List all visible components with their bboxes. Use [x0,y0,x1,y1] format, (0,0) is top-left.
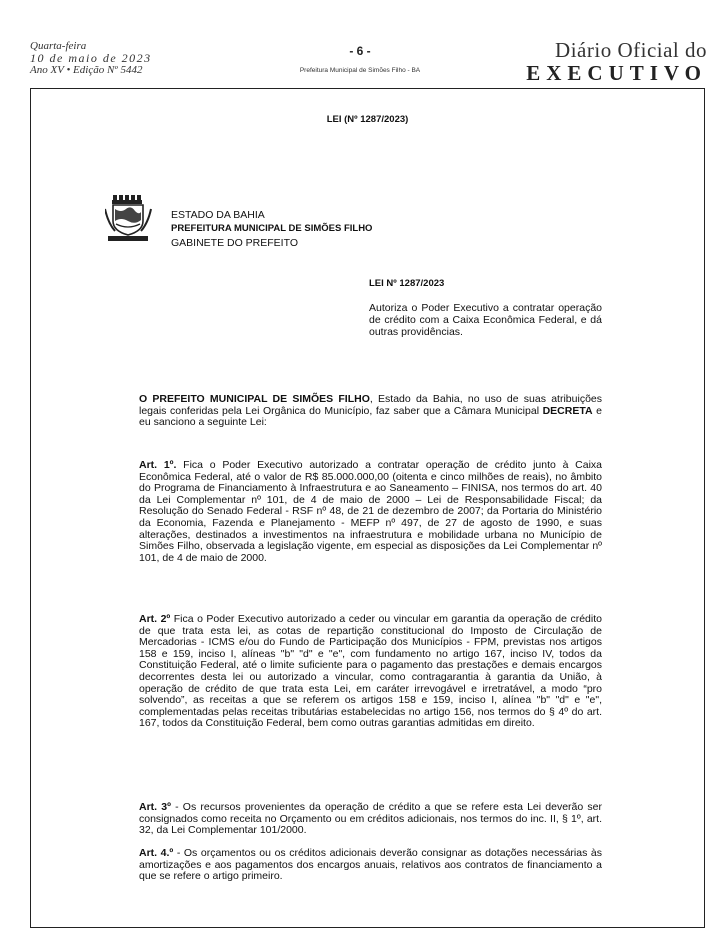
article-label: Art. 3º [139,801,171,813]
law-summary: Autoriza o Poder Executivo a contratar operação de crédito com a Caixa Econômica Federal, e dá outras providências. [369,302,602,338]
publication-date: 10 de maio de 2023 [30,51,152,65]
decreta-keyword: DECRETA [542,404,593,417]
issuing-authority [171,208,372,250]
gazette-title-line2: EXECUTIVO [526,61,707,85]
document-title: LEI (Nº 1287/2023) [326,114,409,125]
article-text: - Os recursos provenientes da operação de crédito a que se refere esta Lei deverão ser consignados como receita no Orçamento ou em créditos adicionais, nos termos do inc. II, § 1º, art. 32, da Lei Complementar 101/2000. [139,801,602,837]
publisher-name: Prefeitura Municipal de Simões Filho - BA [299,67,421,74]
state-name: ESTADO DA BAHIA [171,209,265,221]
article-4 [139,848,602,883]
article-text: Fica o Poder Executivo autorizado a contratar operação de crédito junto à Caixa Econômica Federal, até o valor de R$ 85.000.000,00 (oitenta e cinco milhões de reais), no âmbito do Programa de Financiamento à Infraestrutura e ao Saneamento – FINISA, nos termos do art. 40 da Lei Complementar nº 101, de 4 de maio de 2000 – Lei de Responsabilidade Fiscal; da Resolução do Senado Federal - RSF nº 48, de 21 de dezembro de 2007; da Portaria do Ministério da Economia, Fazenda e Planejamento - MEFP nº 497, de 27 de agosto de 1990, e suas alterações, destinados a investimentos na infraestrutura e mobilidade urbana no Município de Simões Filho, observada a legislação vigente, em especial as disposições da Lei Complementar nº 101, de 4 de maio de 2000. [139,459,602,564]
page-info [230,44,490,74]
preamble-text-end: e eu sanciono a seguinte Lei: [139,404,602,429]
law-number: LEI Nº 1287/2023 [369,278,445,289]
document-frame [30,88,705,928]
preamble-lead: O PREFEITO MUNICIPAL DE SIMÕES FILHO [139,393,370,405]
weekday: Quarta-feira [30,40,87,52]
article-3 [139,802,602,837]
page-number: - 6 - [349,44,371,58]
edition-number: Ano XV • Edição Nº 5442 [30,64,143,76]
article-2 [139,614,602,730]
gazette-title [526,38,707,84]
article-label: Art. 4.º [139,847,174,859]
article-label: Art. 2º [139,613,171,625]
gazette-title-line1: Diário Oficial do [555,38,707,62]
edition-info [30,40,152,76]
coat-of-arms-icon [105,195,153,245]
article-label: Art. 1º. [139,459,177,471]
article-text: Fica o Poder Executivo autorizado a ceder ou vincular em garantia da operação de crédito de que trata esta lei, as cotas de repartição constitucional do Imposto de Circulação de Mercadorias - ICMS e/ou do Fundo de Participação dos Municípios - FPM, previstas nos artigos 158 e 159, inciso I, alíneas "b" "d" e "e", com fundamento no artigo 167, inciso IV, todos da Constituição Federal, até o limite suficiente para o pagamento das prestações e demais encargos decorrentes desta lei ou autorizado a vincular, como contragarantia à garantia da União, à operação de crédito de que trata esta Lei, em caráter irrevogável e irretratável, a modo “pro solvendo”, as receitas a que se referem os artigos 158 e 159, inciso I, alínea "b" "d" e "e", complementadas pelas receitas tributárias estabelecidas no artigo 156, nos termos do § 4º do art. 167, todos da Constituição Federal, bem como outras garantias admitidas em direito. [139,613,602,730]
article-1 [139,460,602,564]
preamble-text: , Estado da Bahia, no uso de suas atribuições legais conferidas pela Lei Orgânica do Município, faz saber que a Câmara Municipal [139,393,602,417]
preamble [139,394,602,429]
office-name: GABINETE DO PREFEITO [171,237,298,249]
article-text: - Os orçamentos ou os créditos adicionais deverão consignar as dotações necessárias às amortizações e aos pagamentos dos encargos anuais, relativos aos contratos de financiamento a que se refere o artigo primeiro. [139,847,602,883]
municipality-name: PREFEITURA MUNICIPAL DE SIMÕES FILHO [171,223,373,234]
